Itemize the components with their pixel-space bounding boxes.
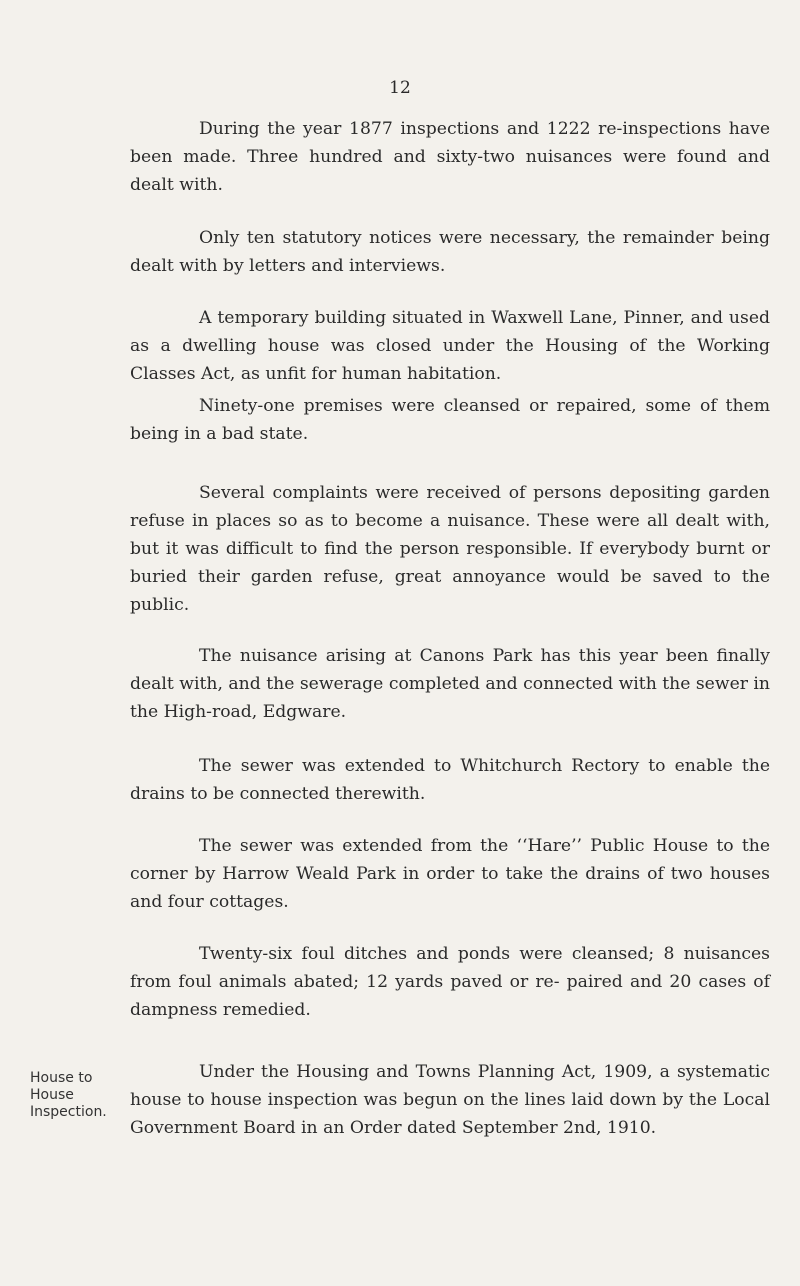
paragraph-text: Only ten statutory notices were necessary, the remainder being dealt with by letters and interviews. xyxy=(130,228,770,276)
margin-note-line: House to xyxy=(30,1070,93,1086)
paragraph xyxy=(130,479,770,619)
paragraph-text: Ninety-one premises were cleansed or repaired, some of them being in a bad state. xyxy=(130,396,770,444)
paragraph-text: The sewer was extended to Whitchurch Rectory to enable the drains to be connected therewith. xyxy=(130,756,770,804)
paragraph xyxy=(130,1058,770,1142)
paragraph xyxy=(130,940,770,1024)
paragraph-text: The nuisance arising at Canons Park has this year been finally dealt with, and the sewerage completed and connected with the sewer in the High-road, Edgware. xyxy=(130,646,770,722)
paragraph-text: Under the Housing and Towns Planning Act, 1909, a systematic house to house inspection was begun on the lines laid down by the Local Government Board in an Order dated September 2nd, 1910. xyxy=(130,1062,770,1138)
page-number: 12 xyxy=(389,78,411,98)
margin-note-line: House xyxy=(30,1087,74,1103)
paragraph xyxy=(130,304,770,388)
paragraph xyxy=(130,642,770,726)
paragraph xyxy=(130,392,770,448)
paragraph xyxy=(130,115,770,199)
paragraph xyxy=(130,832,770,916)
paragraph xyxy=(130,752,770,808)
margin-note xyxy=(30,1070,140,1121)
paragraph-text: The sewer was extended from the ‘‘Hare’’ Public House to the corner by Harrow Weald Park in order to take the drains of two houses and four cottages. xyxy=(130,836,770,912)
margin-note-line: Inspection. xyxy=(30,1104,107,1120)
paragraph-text: During the year 1877 inspections and 1222 re-inspections have been made. Three hundred and sixty-two nuisances were found and dealt with. xyxy=(130,119,770,195)
paragraph-text: A temporary building situated in Waxwell Lane, Pinner, and used as a dwelling house was closed under the Housing of the Working Classes Act, as unfit for human habitation. xyxy=(130,308,770,384)
paragraph-text: Several complaints were received of persons depositing garden refuse in places so as to become a nuisance. These were all dealt with, but it was difficult to find the person responsible. If everybody burnt or buried their garden refuse, great annoyance would be saved to the public. xyxy=(130,483,770,615)
paragraph-text: Twenty-six foul ditches and ponds were cleansed; 8 nuisances from foul animals abated; 12 yards paved or re- paired and 20 cases of dampness remedied. xyxy=(130,944,770,1020)
paragraph xyxy=(130,224,770,280)
